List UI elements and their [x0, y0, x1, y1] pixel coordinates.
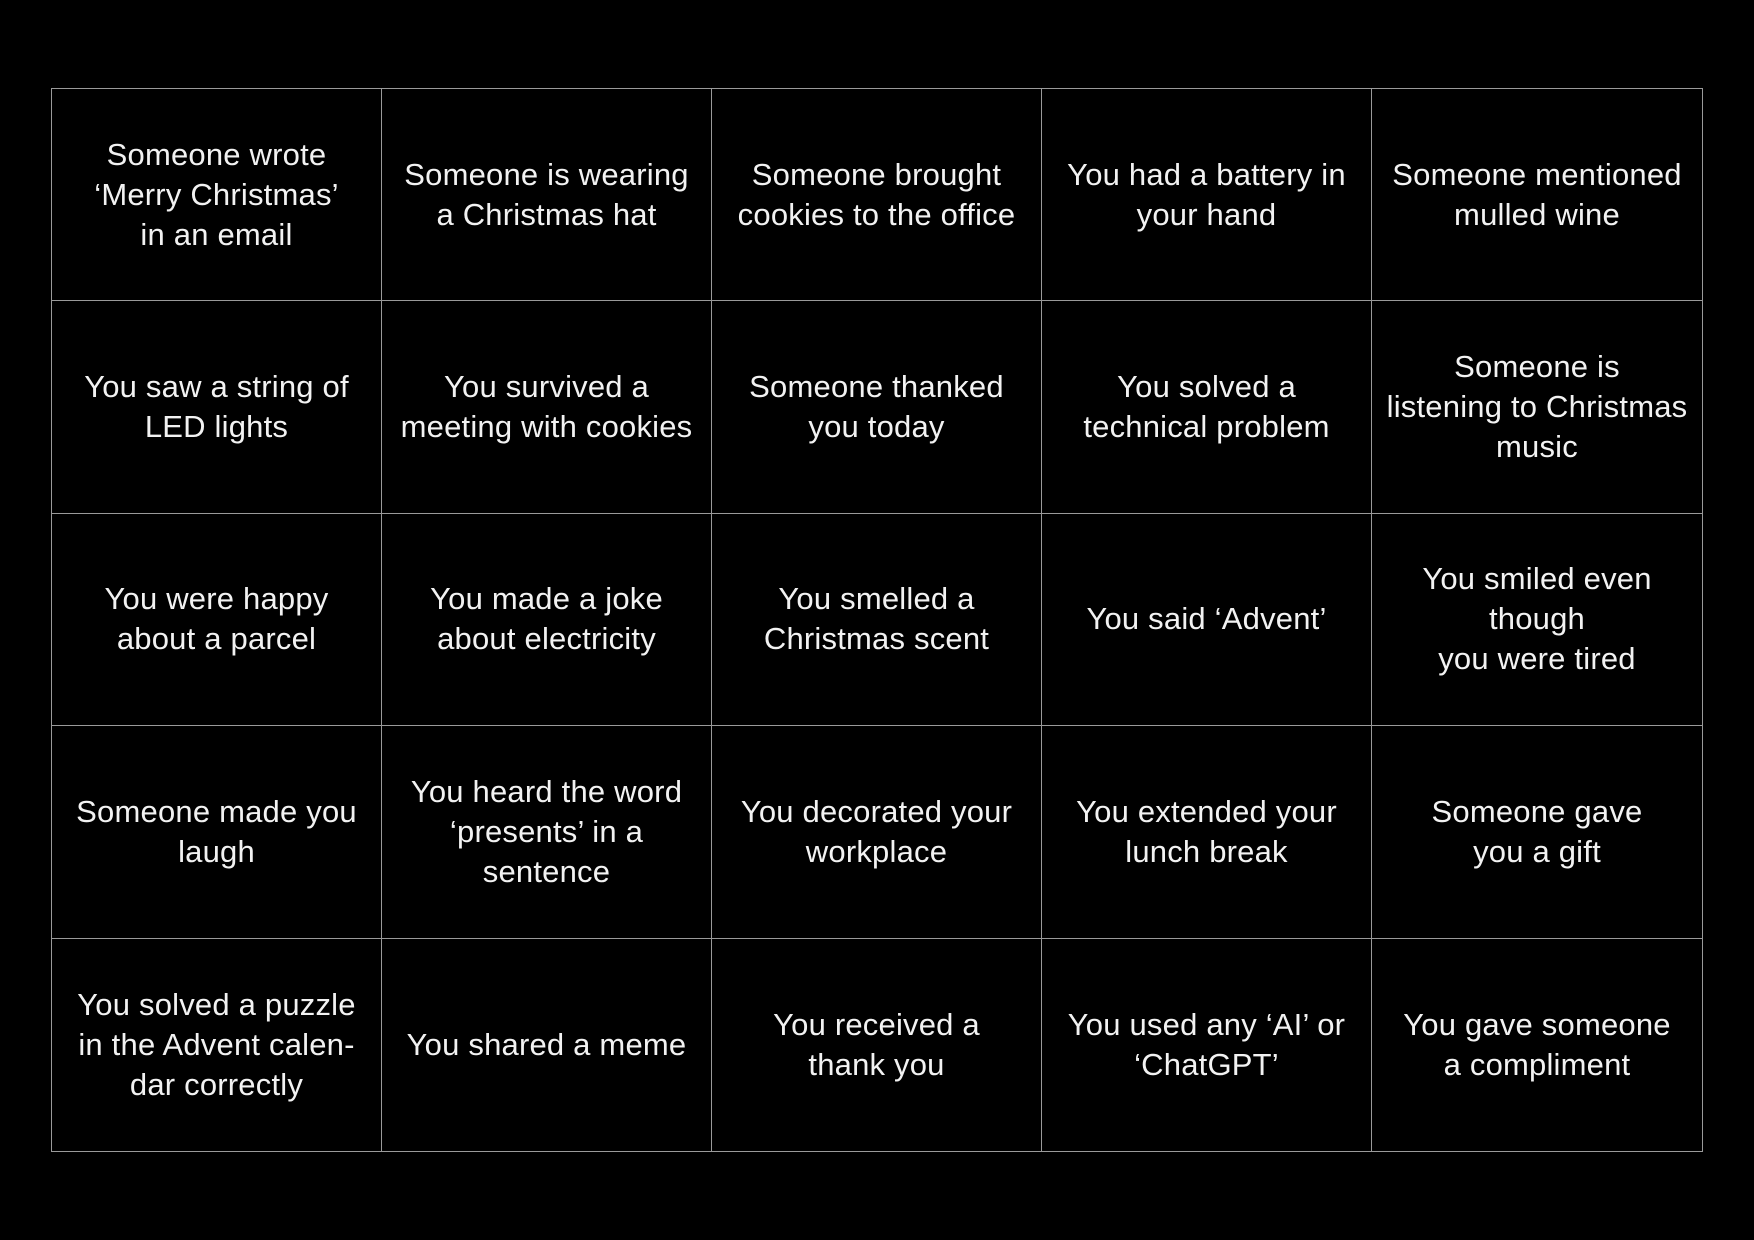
- bingo-cell[interactable]: [52, 514, 382, 726]
- bingo-cell-text: You received a thank you: [773, 1006, 980, 1082]
- bingo-cell[interactable]: [382, 301, 712, 513]
- bingo-cell[interactable]: [1372, 89, 1702, 301]
- bingo-cell-text: You smiled even though you were tired: [1422, 561, 1652, 677]
- bingo-cell[interactable]: [1042, 726, 1372, 938]
- bingo-cell[interactable]: [1042, 89, 1372, 301]
- bingo-cell[interactable]: [1042, 939, 1372, 1151]
- bingo-cell[interactable]: [52, 726, 382, 938]
- bingo-cell-text: Someone thanked you today: [749, 369, 1004, 445]
- bingo-cell-text: You made a joke about electricity: [430, 581, 663, 657]
- bingo-cell[interactable]: [1042, 301, 1372, 513]
- bingo-cell[interactable]: [382, 726, 712, 938]
- bingo-cell[interactable]: [712, 301, 1042, 513]
- bingo-cell-text: You shared a meme: [406, 1026, 687, 1062]
- bingo-cell[interactable]: [382, 939, 712, 1151]
- bingo-cell[interactable]: [52, 301, 382, 513]
- bingo-cell-text: You saw a string of LED lights: [84, 369, 349, 445]
- bingo-cell-text: Someone gave you a gift: [1431, 793, 1643, 869]
- bingo-cell-text: You solved a technical problem: [1083, 369, 1330, 445]
- bingo-cell[interactable]: [1372, 726, 1702, 938]
- bingo-cell-text: You had a battery in your hand: [1067, 156, 1346, 232]
- bingo-cell-text: Someone made you laugh: [76, 793, 357, 869]
- bingo-cell-text: You were happy about a parcel: [104, 581, 329, 657]
- bingo-cell[interactable]: [712, 939, 1042, 1151]
- bingo-cell-text: You smelled a Christmas scent: [763, 581, 990, 657]
- bingo-cell-text: Someone mentioned mulled wine: [1392, 156, 1682, 232]
- bingo-cell-text: You heard the word ‘presents’ in a sentence: [410, 773, 683, 889]
- bingo-cell-text: You gave someone a compliment: [1403, 1006, 1671, 1082]
- bingo-cell[interactable]: [52, 89, 382, 301]
- bingo-cell[interactable]: [1042, 514, 1372, 726]
- bingo-cell-text: You said ‘Advent’: [1086, 601, 1327, 637]
- bingo-cell-text: You used any ‘AI’ or ‘ChatGPT’: [1067, 1006, 1346, 1082]
- bingo-cell[interactable]: [712, 726, 1042, 938]
- bingo-cell[interactable]: [712, 514, 1042, 726]
- bingo-cell[interactable]: [52, 939, 382, 1151]
- bingo-cell-text: Someone wrote ‘Merry Christmas’ in an email: [94, 136, 339, 252]
- bingo-cell-text: You survived a meeting with cookies: [400, 369, 693, 445]
- bingo-cell[interactable]: [1372, 939, 1702, 1151]
- bingo-cell-text: Someone is wearing a Christmas hat: [404, 156, 689, 232]
- bingo-cell[interactable]: [1372, 301, 1702, 513]
- bingo-grid: [51, 88, 1703, 1152]
- bingo-cell-text: Someone brought cookies to the office: [737, 156, 1016, 232]
- bingo-cell[interactable]: [712, 89, 1042, 301]
- bingo-cell[interactable]: [1372, 514, 1702, 726]
- bingo-cell-text: You solved a puzzle in the Advent calen- dar correctly: [77, 986, 356, 1102]
- bingo-cell[interactable]: [382, 89, 712, 301]
- bingo-cell-text: Someone is listening to Christmas music: [1386, 349, 1688, 465]
- bingo-cell-text: You decorated your workplace: [740, 793, 1013, 869]
- bingo-cell-text: You extended your lunch break: [1076, 793, 1337, 869]
- bingo-cell[interactable]: [382, 514, 712, 726]
